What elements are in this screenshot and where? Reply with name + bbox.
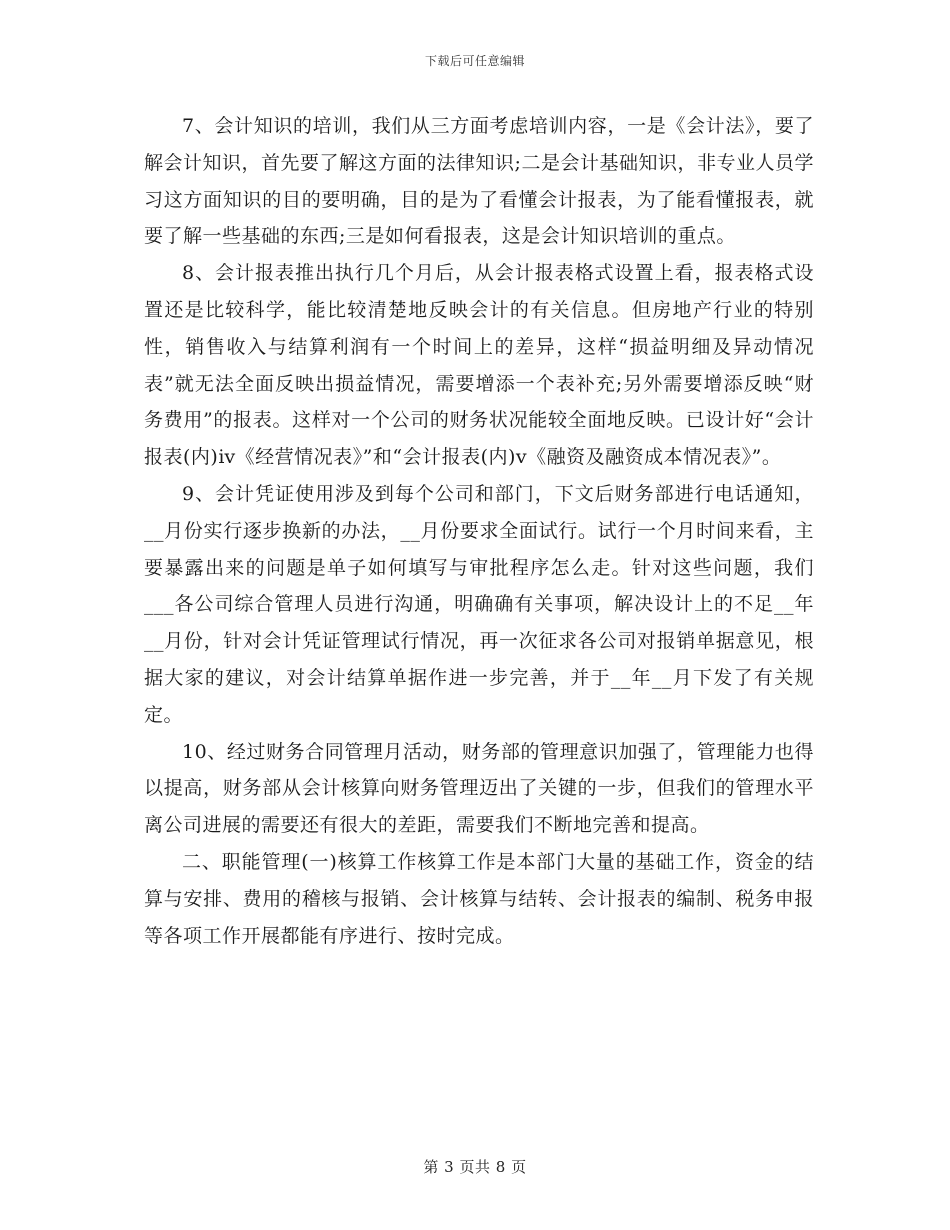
paragraph-item-9: 9、会计凭证使用涉及到每个公司和部门，下文后财务部进行电话通知，__月份实行逐步换新的办法，__月份要求全面试行。试行一个月时间来看，主要暴露出来的问题是单子如何填写与审批程序怎么走。针对这些问题，我们___各公司综合管理人员进行沟通，明确确有关事项，解决设计上的不足__年__月份，针对会计凭证管理试行情况，再一次征求各公司对报销单据意见，根据大家的建议，对会计结算单据作进一步完善，并于__年__月下发了有关规定。: [144, 482, 814, 726]
paragraph-item-8: 8、会计报表推出执行几个月后，从会计报表格式设置上看，报表格式设置还是比较科学，能比较清楚地反映会计的有关信息。但房地产行业的特别性，销售收入与结算利润有一个时间上的差异，这样“损益明细及异动情况表”就无法全面反映出损益情况，需要增添一个表补充;另外需要增添反映“财务费用”的报表。这样对一个公司的财务状况能较全面地反映。已设计好“会计报表(内)ⅳ《经营情况表》”和“会计报表(内)ⅴ《融资及融资成本情况表》”。: [144, 262, 814, 469]
page-header: 下载后可任意编辑: [424, 54, 525, 68]
paragraph-item-10: 10、经过财务合同管理月活动，财务部的管理意识加强了，管理能力也得以提高，财务部从会计核算向财务管理迈出了关键的一步，但我们的管理水平离公司进展的需要还有很大的差距，需要我们不断地完善和提高。: [144, 740, 814, 837]
paragraph-functional-management: 二、职能管理(一)核算工作核算工作是本部门大量的基础工作，资金的结算与安排、费用的稽核与报销、会计核算与结转、会计报表的编制、税务申报等各项工作开展都能有序进行、按时完成。: [144, 850, 814, 947]
page-number-footer: 第 3 页共 8 页: [423, 1158, 527, 1176]
document-body: [144, 108, 814, 954]
paragraph-item-7: 7、会计知识的培训，我们从三方面考虑培训内容，一是《会计法》，要了解会计知识，首先要了解这方面的法律知识;二是会计基础知识，非专业人员学习这方面知识的目的要明确，目的是为了看懂会计报表，为了能看懂报表，就要了解一些基础的东西;三是如何看报表，这是会计知识培训的重点。: [144, 115, 814, 248]
